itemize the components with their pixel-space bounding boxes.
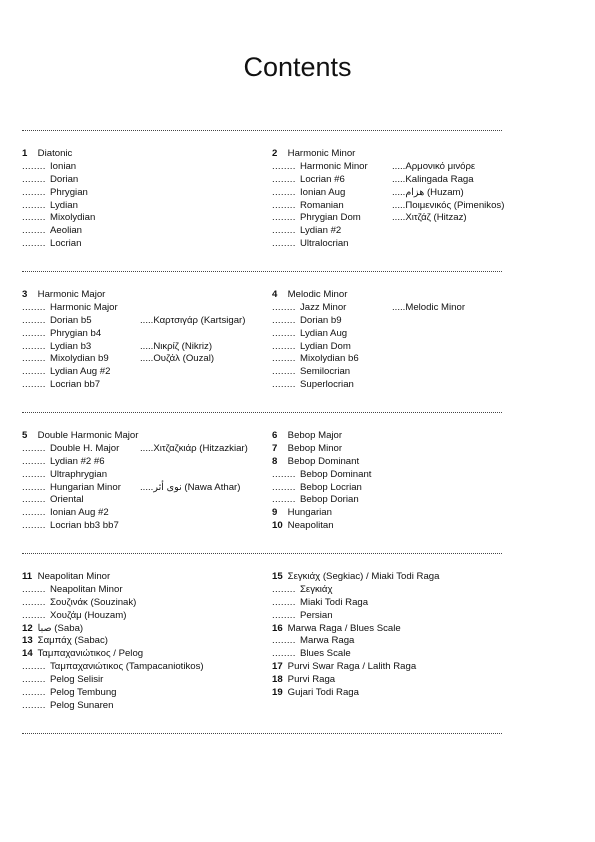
toc-item[interactable] (22, 302, 262, 315)
toc-item[interactable] (22, 520, 262, 533)
dot-leader: ........ (272, 583, 296, 595)
dot-leader: ........ (22, 687, 46, 699)
toc-item-label: Superlocrian (300, 379, 354, 391)
dot-leader: ........ (272, 225, 296, 237)
dot-leader: ..... (392, 212, 406, 224)
toc-title: Marwa Raga / Blues Scale (287, 622, 401, 634)
dot-leader: ........ (272, 314, 296, 326)
dot-leader: ........ (272, 353, 296, 365)
toc-item-label: Σουζινάκ (Souzinak) (50, 596, 137, 608)
toc-item-label: Neapolitan Minor (50, 583, 123, 595)
dot-leader: ..... (140, 314, 154, 326)
toc-item[interactable] (272, 584, 572, 597)
toc-item[interactable] (22, 174, 262, 187)
dot-leader: ........ (272, 596, 296, 608)
toc-item[interactable] (22, 674, 267, 687)
toc-number: 11 (22, 571, 33, 582)
dot-leader: ........ (272, 468, 296, 480)
toc-item-label: Locrian #6 (300, 173, 345, 185)
dot-leader: ........ (272, 635, 296, 647)
toc-alt-item[interactable] (140, 443, 248, 456)
toc-section-neapolitan-minor (22, 571, 267, 713)
toc-title: Neapolitan Minor (37, 571, 111, 582)
toc-item[interactable] (22, 661, 267, 674)
toc-number: 19 (272, 687, 283, 699)
dot-leader: ........ (272, 379, 296, 391)
toc-item-label: Lydian #2 (300, 225, 342, 237)
toc-number: 9 (272, 507, 278, 519)
dot-leader: ........ (22, 661, 46, 673)
toc-item-label: Semilocrian (300, 366, 351, 378)
toc-alt-label: Καρτσιγάρ (Kartsigar) (153, 314, 246, 326)
toc-title: Melodic Minor (287, 289, 348, 300)
dot-leader: ..... (392, 160, 406, 172)
toc-item[interactable] (22, 161, 262, 174)
toc-alt-item[interactable] (392, 212, 504, 225)
toc-item-label: Aeolian (50, 225, 83, 237)
dot-leader: ........ (22, 481, 46, 493)
toc-heading[interactable] (272, 674, 572, 687)
toc-item-label: Lydian Aug (300, 327, 348, 339)
toc-title: Bebop Major (287, 430, 343, 441)
separator-dotted (22, 406, 502, 413)
toc-item[interactable] (22, 187, 262, 200)
toc-title: Purvi Raga (287, 674, 336, 686)
toc-alt-label: Ποιμενικός (Pimenikos) (405, 199, 505, 211)
toc-item-label: Ultraphrygian (50, 468, 108, 480)
toc-number: 6 (272, 430, 278, 441)
toc-item[interactable] (272, 469, 572, 482)
toc-heading[interactable] (272, 661, 572, 674)
toc-item[interactable] (22, 238, 262, 251)
toc-item-label: Mixolydian b6 (300, 353, 359, 365)
toc-item[interactable] (272, 353, 572, 366)
toc-item[interactable] (22, 610, 267, 623)
toc-number: 16 (272, 622, 283, 634)
toc-item[interactable] (272, 225, 572, 238)
dot-leader: ........ (22, 494, 46, 506)
toc-title: Gujari Todi Raga (287, 687, 359, 699)
toc-title: Purvi Swar Raga / Lalith Raga (287, 661, 417, 673)
toc-alt-item[interactable] (140, 341, 245, 354)
toc-section-diatonic (22, 148, 262, 251)
dot-leader: ..... (140, 481, 154, 493)
toc-item-label: Lydian #2 #6 (50, 455, 105, 467)
toc-section-ragas (272, 571, 572, 700)
toc-item-label: Phrygian (50, 186, 88, 198)
dot-leader: ........ (272, 481, 296, 493)
toc-item-label: Dorian (50, 173, 79, 185)
toc-title: Double Harmonic Major (37, 430, 139, 441)
dot-leader: ........ (272, 301, 296, 313)
dot-leader: ........ (22, 596, 46, 608)
dot-leader: ........ (272, 340, 296, 352)
toc-heading[interactable] (22, 571, 267, 584)
toc-number: 3 (22, 289, 28, 300)
separator-dotted (22, 547, 502, 554)
toc-title: Bebop Minor (287, 442, 343, 454)
toc-title: صبا (Saba) (37, 622, 84, 634)
toc-item[interactable] (22, 225, 262, 238)
toc-item[interactable] (272, 610, 572, 623)
toc-item[interactable] (22, 379, 262, 392)
toc-heading[interactable] (272, 571, 572, 584)
dot-leader: ........ (22, 520, 46, 532)
toc-heading[interactable] (272, 456, 572, 469)
dot-leader: ........ (22, 442, 46, 454)
toc-item[interactable] (22, 212, 262, 225)
toc-item[interactable] (272, 315, 572, 328)
toc-item-label: Hungarian Minor (50, 481, 121, 493)
toc-number: 14 (22, 648, 33, 660)
separator-dotted (22, 727, 502, 734)
toc-number: 4 (272, 289, 278, 300)
toc-item-label: Mixolydian b9 (50, 353, 109, 365)
toc-title: Harmonic Minor (287, 148, 356, 159)
toc-item-label: Double H. Major (50, 442, 120, 454)
dot-leader: ........ (22, 340, 46, 352)
dot-leader: ........ (22, 186, 46, 198)
toc-item-label: Χουζάμ (Houzam) (50, 609, 127, 621)
toc-title: Diatonic (37, 148, 73, 159)
dot-leader: ........ (22, 314, 46, 326)
toc-number: 18 (272, 674, 283, 686)
toc-alt-label: Χιτζαζκιάρ (Hitzazkiar) (153, 442, 248, 454)
dot-leader: ........ (22, 699, 46, 711)
dot-leader: ........ (272, 199, 296, 211)
toc-alt-names (140, 315, 245, 367)
toc-item-label: Phrygian b4 (50, 327, 102, 339)
toc-alt-item[interactable] (140, 315, 245, 328)
toc-number: 1 (22, 148, 28, 159)
toc-item-label: Harmonic Major (50, 301, 118, 313)
spacer (140, 328, 245, 341)
toc-item-label: Locrian (50, 238, 82, 250)
toc-item-label: Harmonic Minor (300, 160, 368, 172)
dot-leader: ........ (272, 609, 296, 621)
toc-number: 2 (272, 148, 278, 159)
dot-leader: ..... (392, 301, 406, 313)
toc-number: 12 (22, 622, 33, 634)
dot-leader: ........ (22, 455, 46, 467)
toc-heading[interactable] (22, 623, 267, 636)
toc-alt-item[interactable] (392, 174, 504, 187)
toc-item-label: Romanian (300, 199, 344, 211)
toc-title: Σεγκιάχ (Segkiac) / Miaki Todi Raga (287, 571, 440, 582)
toc-item-label: Ionian Aug #2 (50, 507, 109, 519)
toc-item[interactable] (272, 341, 572, 354)
toc-alt-item[interactable] (392, 187, 504, 200)
toc-title: Bebop Dominant (287, 455, 360, 467)
dot-leader: ..... (392, 199, 406, 211)
toc-item-label: Pelog Tembung (50, 687, 117, 699)
toc-item-label: Oriental (50, 494, 84, 506)
toc-heading[interactable] (272, 148, 572, 161)
toc-item[interactable] (272, 482, 572, 495)
separator-dotted (22, 265, 502, 272)
toc-alt-label: Kalingada Raga (405, 173, 474, 185)
toc-heading[interactable] (22, 635, 267, 648)
dot-leader: ........ (22, 379, 46, 391)
dot-leader: ........ (22, 353, 46, 365)
toc-alt-label: نوى أثر (Nawa Athar) (153, 481, 241, 493)
dot-leader: ..... (140, 442, 154, 454)
spacer (140, 469, 248, 482)
toc-item-label: Bebop Locrian (300, 481, 362, 493)
toc-item-label: Lydian (50, 199, 78, 211)
dot-leader: ........ (272, 238, 296, 250)
toc-alt-item[interactable] (392, 200, 504, 213)
dot-leader: ........ (22, 173, 46, 185)
toc-item-label: Ultralocrian (300, 238, 349, 250)
toc-item-label: Locrian bb3 bb7 (50, 520, 119, 532)
toc-alt-item[interactable] (140, 482, 248, 495)
toc-item-label: Miaki Todi Raga (300, 596, 369, 608)
toc-heading[interactable] (22, 648, 267, 661)
toc-alt-item[interactable] (392, 161, 504, 174)
toc-alt-label: Χιτζάζ (Hitzaz) (405, 212, 467, 224)
toc-alt-label: هزام (Huzam) (405, 186, 464, 198)
toc-heading[interactable] (22, 148, 262, 161)
toc-item[interactable] (272, 328, 572, 341)
toc-item-label: Pelog Sunaren (50, 699, 114, 711)
toc-item[interactable] (22, 597, 267, 610)
toc-number: 10 (272, 520, 283, 532)
toc-item-label: Ionian (50, 160, 77, 172)
toc-item[interactable] (272, 648, 572, 661)
toc-title: Ταμπαχανιώτικος / Pelog (37, 648, 144, 660)
toc-alt-label: Ουζάλ (Ouzal) (153, 353, 215, 365)
toc-section-bebop (272, 430, 572, 533)
toc-item-label: Jazz Minor (300, 301, 347, 313)
toc-title: Σαμπάχ (Sabac) (37, 635, 108, 647)
toc-alt-label: Νικρίζ (Nikriz) (153, 340, 213, 352)
toc-alt-item[interactable] (140, 353, 245, 366)
toc-item-label: Blues Scale (300, 648, 351, 660)
dot-leader: ........ (22, 468, 46, 480)
toc-alt-item[interactable] (392, 302, 465, 315)
dot-leader: ........ (22, 212, 46, 224)
dot-leader: ........ (272, 327, 296, 339)
separator-dotted (22, 124, 502, 131)
toc-item[interactable] (272, 366, 572, 379)
toc-title: Harmonic Major (37, 289, 106, 300)
dot-leader: ........ (272, 494, 296, 506)
toc-item[interactable] (22, 200, 262, 213)
dot-leader: ........ (22, 674, 46, 686)
toc-heading[interactable] (272, 443, 572, 456)
dot-leader: ........ (22, 199, 46, 211)
toc-item-label: Dorian b5 (50, 314, 92, 326)
dot-leader: ........ (22, 327, 46, 339)
toc-item-label: Pelog Selisir (50, 674, 104, 686)
spacer (140, 456, 248, 469)
dot-leader: ..... (392, 173, 406, 185)
toc-item-label: Lydian Dom (300, 340, 351, 352)
toc-heading[interactable] (22, 430, 262, 443)
dot-leader: ........ (22, 366, 46, 378)
toc-heading[interactable] (272, 687, 572, 700)
toc-item-label: Persian (300, 609, 333, 621)
toc-alt-names (392, 302, 465, 315)
toc-item-label: Phrygian Dom (300, 212, 361, 224)
dot-leader: ........ (22, 583, 46, 595)
toc-item-label: Ionian Aug (300, 186, 346, 198)
dot-leader: ........ (22, 507, 46, 519)
dot-leader: ..... (140, 353, 154, 365)
dot-leader: ........ (272, 186, 296, 198)
toc-title: Hungarian (287, 507, 332, 519)
toc-alt-label: Αρμονικό μινόρε (405, 160, 476, 172)
toc-item-label: Lydian Aug #2 (50, 366, 111, 378)
toc-item[interactable] (22, 507, 262, 520)
toc-item[interactable] (272, 238, 572, 251)
toc-item-label: Bebop Dominant (300, 468, 372, 480)
toc-item[interactable] (272, 379, 572, 392)
toc-number: 17 (272, 661, 283, 673)
toc-alt-names (140, 443, 248, 495)
toc-title: Neapolitan (287, 520, 334, 532)
dot-leader: ........ (22, 160, 46, 172)
toc-number: 8 (272, 455, 278, 467)
toc-item[interactable] (272, 597, 572, 610)
dot-leader: ..... (140, 340, 154, 352)
toc-item[interactable] (22, 700, 267, 713)
toc-number: 15 (272, 571, 283, 582)
dot-leader: ........ (272, 173, 296, 185)
toc-item[interactable] (272, 635, 572, 648)
page-title: Contents (243, 52, 352, 82)
toc-item-label: Locrian bb7 (50, 379, 101, 391)
toc-heading[interactable] (22, 289, 262, 302)
toc-number: 7 (272, 442, 278, 454)
dot-leader: ........ (22, 238, 46, 250)
dot-leader: ........ (272, 648, 296, 660)
toc-number: 5 (22, 430, 28, 441)
dot-leader: ........ (272, 212, 296, 224)
toc-heading[interactable] (272, 430, 572, 443)
toc-item-label: Bebop Dorian (300, 494, 359, 506)
dot-leader: ........ (272, 366, 296, 378)
dot-leader: ..... (392, 186, 406, 198)
toc-item-label: Mixolydian (50, 212, 96, 224)
toc-heading[interactable] (272, 623, 572, 636)
toc-heading[interactable] (272, 507, 572, 520)
toc-item[interactable] (22, 494, 262, 507)
dot-leader: ........ (22, 609, 46, 621)
toc-item-label: Ταμπαχανιώτικος (Tampacaniotikos) (50, 661, 204, 673)
dot-leader: ........ (272, 160, 296, 172)
toc-number: 13 (22, 635, 33, 647)
toc-item[interactable] (22, 687, 267, 700)
toc-item[interactable] (272, 494, 572, 507)
toc-item[interactable] (22, 366, 262, 379)
toc-item-label: Lydian b3 (50, 340, 92, 352)
toc-item-label: Dorian b9 (300, 314, 342, 326)
toc-item-label: Marwa Raga (300, 635, 355, 647)
toc-item-label: Σεγκιάχ (300, 583, 333, 595)
dot-leader: ........ (22, 301, 46, 313)
toc-heading[interactable] (272, 289, 572, 302)
toc-alt-names (392, 161, 504, 225)
toc-heading[interactable] (272, 520, 572, 533)
toc-alt-label: Melodic Minor (405, 301, 466, 313)
dot-leader: ........ (22, 225, 46, 237)
toc-item[interactable] (22, 584, 267, 597)
